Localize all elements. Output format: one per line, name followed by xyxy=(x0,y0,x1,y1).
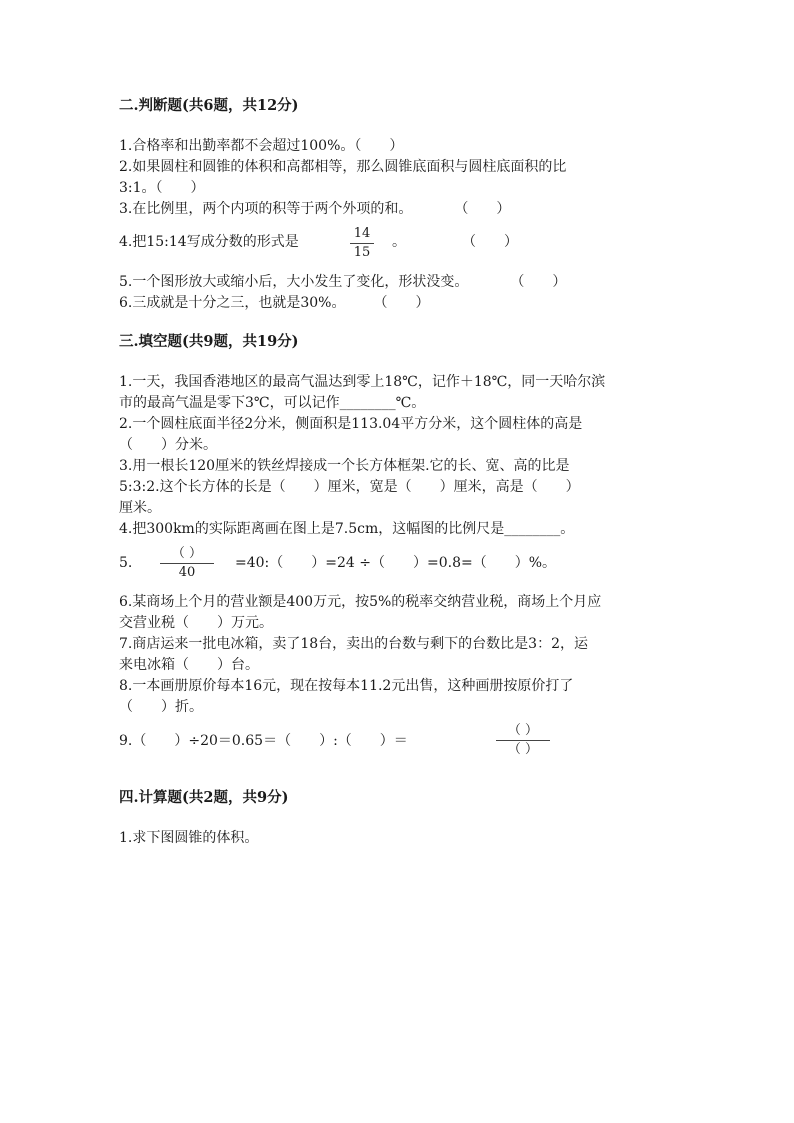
fraction-denominator: 15 xyxy=(353,245,371,260)
question-line: 来电冰箱（ ）台。 xyxy=(119,657,259,673)
question-line: 3:1。（ ） xyxy=(119,180,205,196)
question-line: 厘米。 xyxy=(119,500,161,516)
fraction-14-15 xyxy=(350,227,374,260)
fraction-bar xyxy=(496,740,550,741)
question-line: 市的最高气温是零下3℃，可以记作________℃。 xyxy=(119,395,426,411)
question-line: 7.商店运来一批电冰箱，卖了18台，卖出的台数与剩下的台数比是3：2，运 xyxy=(119,636,588,652)
question-line: 。 （ ） xyxy=(392,234,518,250)
question-line: 交营业税（ ）万元。 xyxy=(119,615,273,631)
question-line: 5:3:2.这个长方体的长是（ ）厘米，宽是（ ）厘米，高是（ ） xyxy=(119,479,580,495)
question-line: 2.一个圆柱底面半径2分米，侧面积是113.04平方分米，这个圆柱体的高是 xyxy=(119,416,583,432)
fraction-numerator: （ ） xyxy=(171,546,203,561)
question-number: 5. xyxy=(119,555,133,571)
fraction-numerator: （ ） xyxy=(507,723,539,738)
question-line: 3.用一根长120厘米的铁丝焊接成一个长方体框架.它的长、宽、高的比是 xyxy=(119,458,570,474)
question-line: =40:（ ）=24 ÷（ ）=0.8=（ ）%。 xyxy=(235,555,557,571)
section-title-calc: 四.计算题(共2题，共9分) xyxy=(119,789,289,806)
fraction-blank-40 xyxy=(160,547,214,580)
section-title-judge: 二.判断题(共6题，共12分) xyxy=(119,97,299,114)
fraction-bar xyxy=(160,563,214,564)
question-line: 4.把300km的实际距离画在图上是7.5cm，这幅图的比例尺是________。 xyxy=(119,521,575,537)
fraction-bar xyxy=(350,243,374,244)
section-title-fill: 三.填空题(共9题，共19分) xyxy=(119,333,299,350)
fraction-denominator: （ ） xyxy=(507,742,539,757)
question-line: 5.一个图形放大或缩小后，大小发生了变化，形状没变。 （ ） xyxy=(119,274,567,290)
question-line: 8.一本画册原价每本16元，现在按每本11.2元出售，这种画册按原价打了 xyxy=(119,678,574,694)
question-line: 2.如果圆柱和圆锥的体积和高都相等，那么圆锥底面积与圆柱底面积的比 xyxy=(119,159,567,175)
fraction-numerator: 14 xyxy=(353,226,371,241)
question-line: 9.（ ）÷20＝0.65＝（ ）:（ ）＝ xyxy=(119,733,408,749)
fraction-blank-blank xyxy=(496,724,550,757)
question-line: （ ）折。 xyxy=(119,699,203,715)
question-line: 1.合格率和出勤率都不会超过100%。（ ） xyxy=(119,138,404,154)
fraction-denominator: 40 xyxy=(178,565,196,580)
question-line: 4.把15:14写成分数的形式是 xyxy=(119,234,299,250)
question-line: （ ）分米。 xyxy=(119,437,217,453)
question-line: 1.一天，我国香港地区的最高气温达到零上18℃，记作＋18℃，同一天哈尔滨 xyxy=(119,374,606,390)
question-line: 1.求下图圆锥的体积。 xyxy=(119,830,259,846)
question-line: 6.三成就是十分之三，也就是30%。 （ ） xyxy=(119,295,430,311)
question-line: 3.在比例里，两个内项的积等于两个外项的和。 （ ） xyxy=(119,201,511,217)
question-line: 6.某商场上个月的营业额是400万元，按5%的税率交纳营业税，商场上个月应 xyxy=(119,594,602,610)
